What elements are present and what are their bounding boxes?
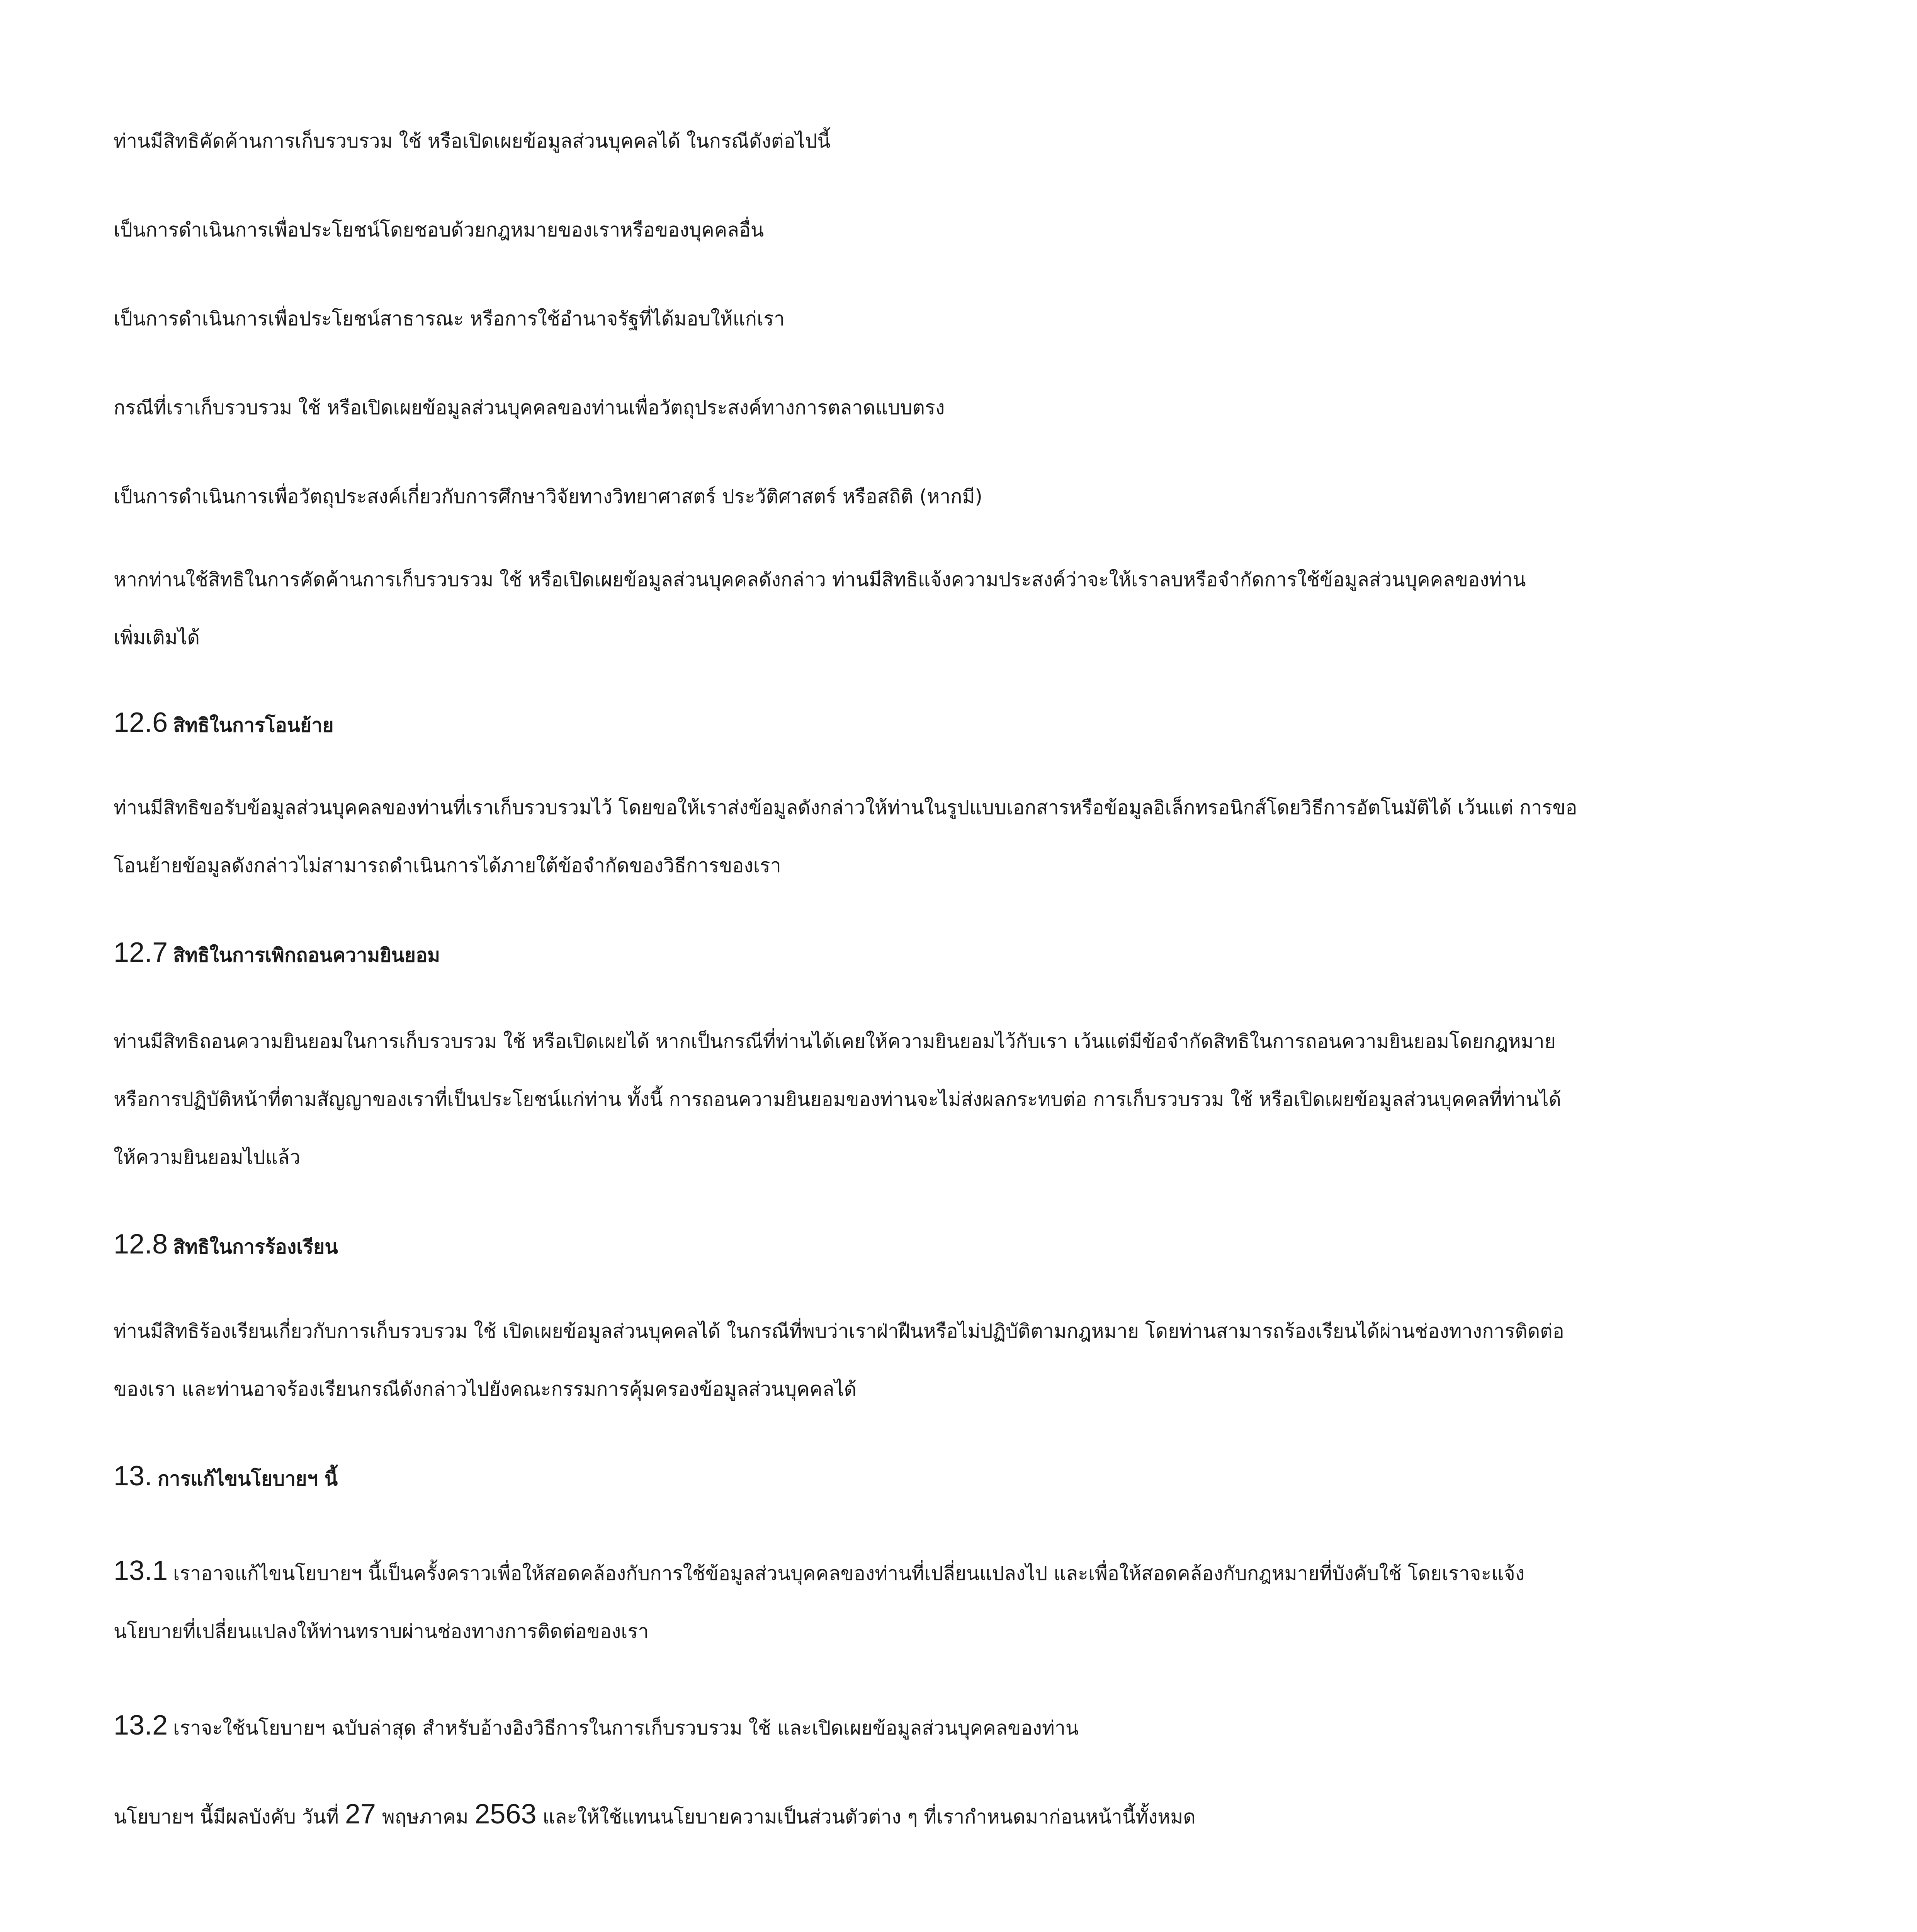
withdraw-consent-paragraph <box>114 1012 1810 1186</box>
paragraph-line <box>114 1542 1810 1602</box>
objection-intro: ท่านมีสิทธิคัดค้านการเก็บรวบรวม ใช้ หรือเปิดเผยข้อมูลส่วนบุคคลได้ ในกรณีดังต่อไปนี้ <box>114 130 831 152</box>
objection-closing-paragraph <box>114 551 1810 667</box>
paragraph-line: นโยบายที่เปลี่ยนแปลงให้ท่านทราบผ่านช่องทางการติดต่อของเรา <box>114 1620 649 1643</box>
section-heading-12-6 <box>114 707 1810 741</box>
effective-day: 27 <box>345 1799 376 1830</box>
paragraph-line: ท่านมีสิทธิร้องเรียนเกี่ยวกับการเก็บรวบรวม ใช้ เปิดเผยข้อมูลส่วนบุคคลได้ ในกรณีที่พบว่าเราฝ่าฝืนหรือไม่ปฏิบัติตามกฎหมาย โดยท่านสามารถร้องเรียนได้ผ่านช่องทางการติดต่อ <box>114 1320 1564 1342</box>
paragraph-line: หากท่านใช้สิทธิในการคัดค้านการเก็บรวบรวม ใช้ หรือเปิดเผยข้อมูลส่วนบุคคลดังกล่าว ท่านมีสิทธิแจ้งความประสงค์ว่าจะให้เราลบหรือจำกัดการใช้ข้อมูลส่วนบุคคลของท่าน <box>114 568 1526 591</box>
effective-suffix: และให้ใช้แทนนโยบายความเป็นส่วนตัวต่าง ๆ ที่เรากำหนดมาก่อนหน้านี้ทั้งหมด <box>542 1806 1196 1828</box>
section-heading-13 <box>114 1461 1810 1494</box>
objection-case-4: เป็นการดำเนินการเพื่อวัตถุประสงค์เกี่ยวกับการศึกษาวิจัยทางวิทยาศาสตร์ ประวัติศาสตร์ หรือสถิติ (หากมี) <box>114 485 983 508</box>
section-heading-12-8 <box>114 1229 1810 1262</box>
paragraph-line: ท่านมีสิทธิถอนความยินยอมในการเก็บรวบรวม ใช้ หรือเปิดเผยได้ หากเป็นกรณีที่ท่านได้เคยให้ความยินยอมไว้กับเรา เว้นแต่มีข้อจำกัดสิทธิในการถอนความยินยอมโดยกฎหมาย <box>114 1030 1556 1053</box>
section-number: 13. <box>114 1461 153 1492</box>
effective-year: 2563 <box>474 1799 537 1830</box>
section-number: 12.7 <box>114 937 168 968</box>
section-title: สิทธิในการร้องเรียน <box>173 1236 338 1258</box>
effective-prefix: นโยบายฯ นี้มีผลบังคับ วันที่ <box>114 1806 339 1828</box>
paragraph-text: เราจะใช้นโยบายฯ ฉบับล่าสุด สำหรับอ้างอิงวิธีการในการเก็บรวบรวม ใช้ และเปิดเผยข้อมูลส่วนบุคคลของท่าน <box>173 1717 1079 1739</box>
paragraph-line: โอนย้ายข้อมูลดังกล่าวไม่สามารถดำเนินการได้ภายใต้ข้อจำกัดของวิธีการของเรา <box>114 854 781 877</box>
paragraph-line: ท่านมีสิทธิขอรับข้อมูลส่วนบุคคลของท่านที่เราเก็บรวบรวมไว้ โดยขอให้เราส่งข้อมูลดังกล่าวให้ท่านในรูปแบบเอกสารหรือข้อมูลอิเล็กทรอนิกส์โดยวิธีการอัตโนมัติได้ เว้นแต่ การขอ <box>114 796 1577 819</box>
paragraph-line: ของเรา และท่านอาจร้องเรียนกรณีดังกล่าวไปยังคณะกรรมการคุ้มครองข้อมูลส่วนบุคคลได้ <box>114 1378 857 1400</box>
section-number: 13.2 <box>114 1710 168 1741</box>
paragraph-line: ให้ความยินยอมไปแล้ว <box>114 1146 301 1168</box>
policy-amendment-paragraph <box>114 1542 1810 1660</box>
section-title: สิทธิในการเพิกถอนความยินยอม <box>173 944 440 966</box>
complaint-paragraph <box>114 1302 1810 1418</box>
paragraph-line: เพิ่มเติมได้ <box>114 626 200 649</box>
objection-case-2: เป็นการดำเนินการเพื่อประโยชน์สาธารณะ หรือการใช้อำนาจรัฐที่ได้มอบให้แก่เรา <box>114 308 785 330</box>
paragraph-line: หรือการปฏิบัติหน้าที่ตามสัญญาของเราที่เป็นประโยชน์แก่ท่าน ทั้งนี้ การถอนความยินยอมของท่านจะไม่ส่งผลกระทบต่อ การเก็บรวบรวม ใช้ หรือเปิดเผยข้อมูลส่วนบุคคลที่ท่านได้ <box>114 1088 1561 1111</box>
latest-policy-paragraph <box>114 1696 1810 1757</box>
section-title: สิทธิในการโอนย้าย <box>173 714 334 736</box>
section-number: 12.6 <box>114 707 168 738</box>
objection-case-3: กรณีที่เราเก็บรวบรวม ใช้ หรือเปิดเผยข้อมูลส่วนบุคคลของท่านเพื่อวัตถุประสงค์ทางการตลาดแบบตรง <box>114 396 945 419</box>
section-title: การแก้ไขนโยบายฯ นี้ <box>158 1468 338 1490</box>
paragraph-text: เราอาจแก้ไขนโยบายฯ นี้เป็นครั้งคราวเพื่อให้สอดคล้องกับการใช้ข้อมูลส่วนบุคคลของท่านที่เปลี่ยนแปลงไป และเพื่อให้สอดคล้องกับกฎหมายที่บังคับใช้ โดยเราจะแจ้ง <box>173 1562 1525 1585</box>
section-number: 13.1 <box>114 1555 168 1586</box>
objection-case-1: เป็นการดำเนินการเพื่อประโยชน์โดยชอบด้วยกฎหมายของเราหรือของบุคคลอื่น <box>114 219 764 241</box>
section-heading-12-7 <box>114 937 1810 971</box>
effective-month: พฤษภาคม <box>382 1806 469 1828</box>
portability-paragraph <box>114 779 1810 895</box>
effective-date-paragraph <box>114 1785 1810 1846</box>
section-number: 12.8 <box>114 1229 168 1260</box>
